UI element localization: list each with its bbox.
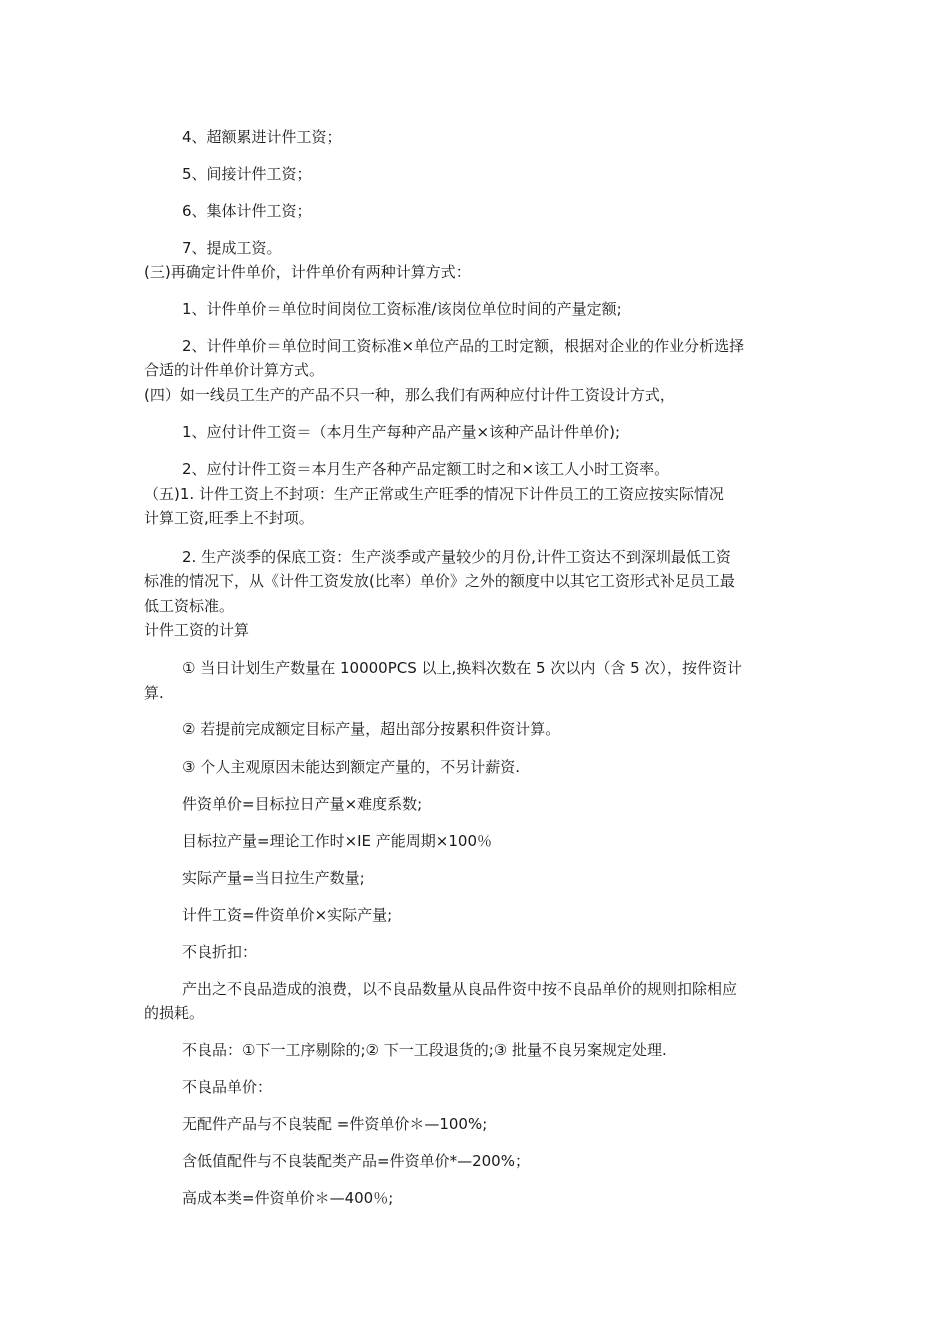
- paragraph-line: 算.: [144, 684, 164, 702]
- paragraph-line: 6、集体计件工资；: [182, 202, 312, 220]
- paragraph-line: 7、提成工资。: [182, 239, 282, 257]
- paragraph-line: 4、超额累进计件工资；: [182, 128, 342, 146]
- section-heading: (三)再确定计件单价，计件单价有两种计算方式：: [144, 263, 471, 281]
- paragraph-line: 产出之不良品造成的浪费，以不良品数量从良品件资中按不良品单价的规则扣除相应: [182, 980, 738, 998]
- formula-line: 含低值配件与不良装配类产品=件资单价*—200%；: [182, 1152, 530, 1170]
- formula-line: 实际产量=当日拉生产数量;: [182, 869, 365, 887]
- paragraph-line: ③ 个人主观原因未能达到额定产量的，不另计薪资.: [182, 758, 520, 776]
- section-heading: 计件工资的计算: [144, 621, 250, 639]
- paragraph-line: 计算工资,旺季上不封项。: [144, 509, 314, 527]
- formula-line: 无配件产品与不良装配 =件资单价＊—100%;: [182, 1115, 488, 1133]
- paragraph-line: 2、计件单价＝单位时间工资标准×单位产品的工时定额，根据对企业的作业分析选择: [182, 337, 745, 355]
- paragraph-line: 低工资标准。: [144, 597, 235, 615]
- paragraph-line: 的损耗。: [144, 1004, 205, 1022]
- paragraph-line: 1、应付计件工资＝（本月生产每种产品产量×该种产品计件单价);: [182, 423, 621, 441]
- formula-line: 计件工资=件资单价×实际产量;: [182, 906, 393, 924]
- paragraph-line: 1、计件单价＝单位时间岗位工资标准/该岗位单位时间的产量定额;: [182, 300, 622, 318]
- paragraph-line: 不良品单价：: [182, 1078, 273, 1096]
- paragraph-line: 标准的情况下，从《计件工资发放(比率）单价》之外的额度中以其它工资形式补足员工最: [144, 572, 735, 590]
- paragraph-line: 不良品：①下一工序剔除的;② 下一工段退货的;③ 批量不良另案规定处理.: [182, 1041, 667, 1059]
- section-heading: (四）如一线员工生产的产品不只一种，那么我们有两种应付计件工资设计方式，: [144, 386, 675, 404]
- section-heading: （五)1. 计件工资上不封项：生产正常或生产旺季的情况下计件员工的工资应按实际情况: [144, 485, 724, 503]
- formula-line: 目标拉产量=理论工作时×IE 产能周期×100％: [182, 832, 493, 850]
- paragraph-line: 不良折扣：: [182, 943, 258, 961]
- paragraph-line: 5、间接计件工资；: [182, 165, 312, 183]
- paragraph-line: 2、应付计件工资＝本月生产各种产品定额工时之和×该工人小时工资率。: [182, 460, 670, 478]
- formula-line: 高成本类=件资单价＊—400％;: [182, 1189, 394, 1207]
- paragraph-line: 合适的计件单价计算方式。: [144, 361, 325, 379]
- paragraph-line: 2. 生产淡季的保底工资：生产淡季或产量较少的月份,计件工资达不到深圳最低工资: [182, 548, 731, 566]
- formula-line: 件资单价=目标拉日产量×难度系数;: [182, 795, 423, 813]
- paragraph-line: ① 当日计划生产数量在 10000PCS 以上,换料次数在 5 次以内（含 5 次），按件资计: [182, 659, 742, 677]
- paragraph-line: ② 若提前完成额定目标产量，超出部分按累积件资计算。: [182, 720, 561, 738]
